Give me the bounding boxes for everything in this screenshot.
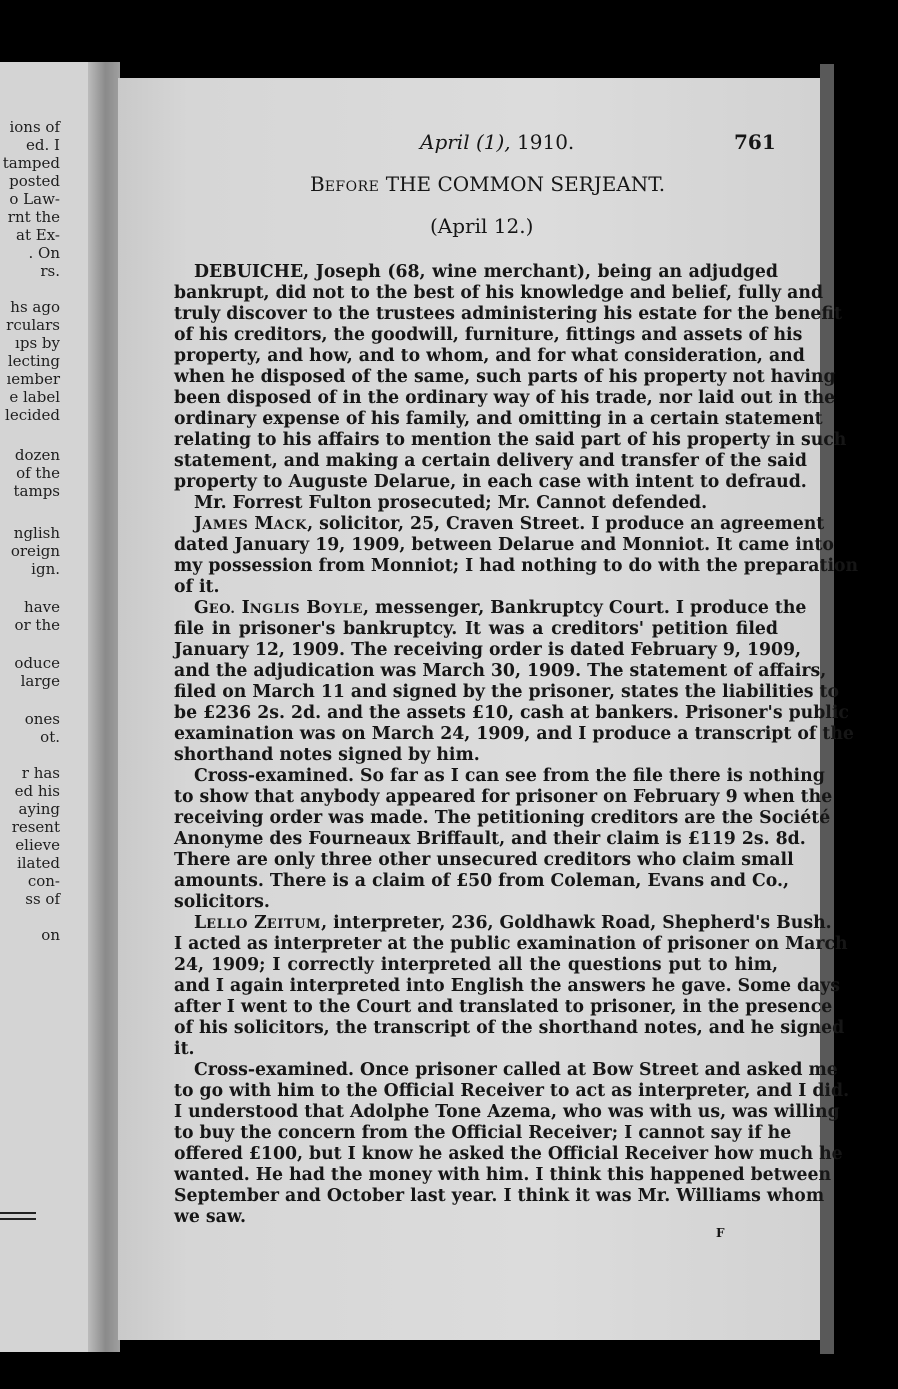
text-line: DEBUICHE, Joseph (68, wine merchant), being an adjudged	[194, 262, 778, 282]
facing-page-line: ign.	[31, 560, 60, 578]
text-line: file in prisoner's bankruptcy. It was a creditors' petition filed	[174, 619, 778, 639]
facing-page-line: rs.	[40, 262, 60, 280]
facing-page-line: rculars	[6, 316, 60, 334]
text-line: LELLO ZEITUM, interpreter, 236, Goldhawk Road, Shepherd's Bush.	[194, 913, 832, 933]
facing-page-line: posted	[9, 172, 60, 190]
facing-page-line: ed. I	[26, 136, 60, 154]
text-line: to show that anybody appeared for prisoner on February 9 when the	[174, 787, 833, 807]
page-number: 761	[734, 130, 776, 154]
footnote-rule	[0, 1212, 36, 1214]
text-line: we saw.	[174, 1207, 246, 1227]
text-line: Mr. Forrest Fulton prosecuted; Mr. Cannot defended.	[194, 493, 708, 513]
facing-page-line: ıember	[6, 370, 60, 388]
facing-page-line: at Ex-	[16, 226, 60, 244]
facing-page-line: ones	[24, 710, 60, 728]
facing-page-line: oreign	[10, 542, 60, 560]
facing-page-line: resent	[11, 818, 60, 836]
facing-page-line: tamped	[2, 154, 60, 172]
text-line: amounts. There is a claim of £50 from Coleman, Evans and Co.,	[174, 871, 790, 891]
text-line: of his solicitors, the transcript of the shorthand notes, and he signed	[174, 1018, 845, 1038]
text-line: dated January 19, 1909, between Delarue and Monniot. It came into	[174, 535, 834, 555]
signature-mark: F	[716, 1226, 725, 1240]
text-line: been disposed of in the ordinary way of his trade, nor laid out in the	[174, 388, 836, 408]
text-line: examination was on March 24, 1909, and I produce a transcript of the	[174, 724, 854, 744]
facing-page-line: nglish	[13, 524, 60, 542]
facing-page-line: ions of	[9, 118, 60, 136]
text-line: I acted as interpreter at the public examination of prisoner on March	[174, 934, 848, 954]
text-line: bankrupt, did not to the best of his knowledge and belief, fully and	[174, 283, 824, 303]
facing-page-line: hs ago	[10, 298, 60, 316]
facing-page-line: . On	[28, 244, 60, 262]
text-line: Cross-examined. Once prisoner called at Bow Street and asked me	[194, 1060, 838, 1080]
facing-page-line: aying	[18, 800, 60, 818]
text-line: property to Auguste Delarue, in each case with intent to defraud.	[174, 472, 807, 492]
facing-page-line: large	[20, 672, 60, 690]
facing-page-line: lecting	[7, 352, 60, 370]
facing-page-line: o Law-	[9, 190, 60, 208]
text-line: be £236 2s. 2d. and the assets £10, cash at bankers. Prisoner's public	[174, 703, 849, 723]
facing-page-line: ilated	[16, 854, 60, 872]
text-line: 24, 1909; I correctly interpreted all the questions put to him,	[174, 955, 778, 975]
text-line: after I went to the Court and translated to prisoner, in the presence	[174, 997, 833, 1017]
facing-page-line: ss of	[25, 890, 60, 908]
text-line: of his creditors, the goodwill, furniture, fittings and assets of his	[174, 325, 803, 345]
facing-page-line: con-	[27, 872, 60, 890]
facing-page-line: dozen	[14, 446, 60, 464]
facing-page-line: rnt the	[7, 208, 60, 226]
text-line: shorthand notes signed by him.	[174, 745, 480, 765]
facing-page-line: of the	[16, 464, 60, 482]
facing-page-line: or the	[14, 616, 60, 634]
facing-page-line: ed his	[14, 782, 60, 800]
text-line: January 12, 1909. The receiving order is dated February 9, 1909,	[174, 640, 802, 660]
text-line: truly discover to the trustees administering his estate for the benefit	[174, 304, 842, 324]
facing-page	[0, 62, 88, 1352]
text-line: There are only three other unsecured creditors who claim small	[174, 850, 794, 870]
session-date: (April 12.)	[430, 214, 534, 238]
text-line: Cross-examined. So far as I can see from the file there is nothing	[194, 766, 825, 786]
facing-page-line: have	[24, 598, 60, 616]
text-line: solicitors.	[174, 892, 270, 912]
running-head-date: April (1), 1910.	[420, 130, 575, 154]
facing-page-line: elieve	[15, 836, 60, 854]
text-line: ordinary expense of his family, and omitting in a certain statement	[174, 409, 823, 429]
text-line: GEO. INGLIS BOYLE, messenger, Bankruptcy Court. I produce the	[194, 598, 807, 618]
text-line: it.	[174, 1039, 195, 1059]
text-line: September and October last year. I think it was Mr. Williams whom	[174, 1186, 825, 1206]
facing-page-line: ıps by	[15, 334, 60, 352]
text-line: wanted. He had the money with him. I think this happened between	[174, 1165, 832, 1185]
facing-page-line: lecided	[5, 406, 60, 424]
text-line: receiving order was made. The petitioning creditors are the Société	[174, 808, 831, 828]
facing-page-line: r has	[21, 764, 60, 782]
text-line: JAMES MACK, solicitor, 25, Craven Street. I produce an agreement	[194, 514, 825, 534]
facing-page-line: ot.	[40, 728, 60, 746]
text-line: statement, and making a certain delivery and transfer of the said	[174, 451, 807, 471]
text-line: to go with him to the Official Receiver to act as interpreter, and I did.	[174, 1081, 850, 1101]
text-line: I understood that Adolphe Tone Azema, who was with us, was willing	[174, 1102, 840, 1122]
facing-page-line: e label	[9, 388, 60, 406]
text-line: relating to his affairs to mention the said part of his property in such	[174, 430, 847, 450]
text-line: to buy the concern from the Official Receiver; I cannot say if he	[174, 1123, 792, 1143]
footnote-rule	[0, 1218, 36, 1220]
facing-page-line: oduce	[14, 654, 60, 672]
text-line: filed on March 11 and signed by the prisoner, states the liabilities to	[174, 682, 840, 702]
book-gutter	[88, 62, 120, 1352]
text-line: of it.	[174, 577, 220, 597]
text-line: and I again interpreted into English the answers he gave. Some days	[174, 976, 841, 996]
text-line: Anonyme des Fourneaux Briffault, and their claim is £119 2s. 8d.	[174, 829, 806, 849]
facing-page-line: on	[41, 926, 60, 944]
section-title: BEFORE THE COMMON SERJEANT.	[310, 172, 666, 196]
facing-page-line: tamps	[13, 482, 60, 500]
text-line: offered £100, but I know he asked the Official Receiver how much he	[174, 1144, 843, 1164]
text-line: and the adjudication was March 30, 1909. The statement of affairs,	[174, 661, 827, 681]
text-line: my possession from Monniot; I had nothing to do with the preparation	[174, 556, 859, 576]
text-line: when he disposed of the same, such parts of his property not having	[174, 367, 836, 387]
text-line: property, and how, and to whom, and for what consideration, and	[174, 346, 805, 366]
